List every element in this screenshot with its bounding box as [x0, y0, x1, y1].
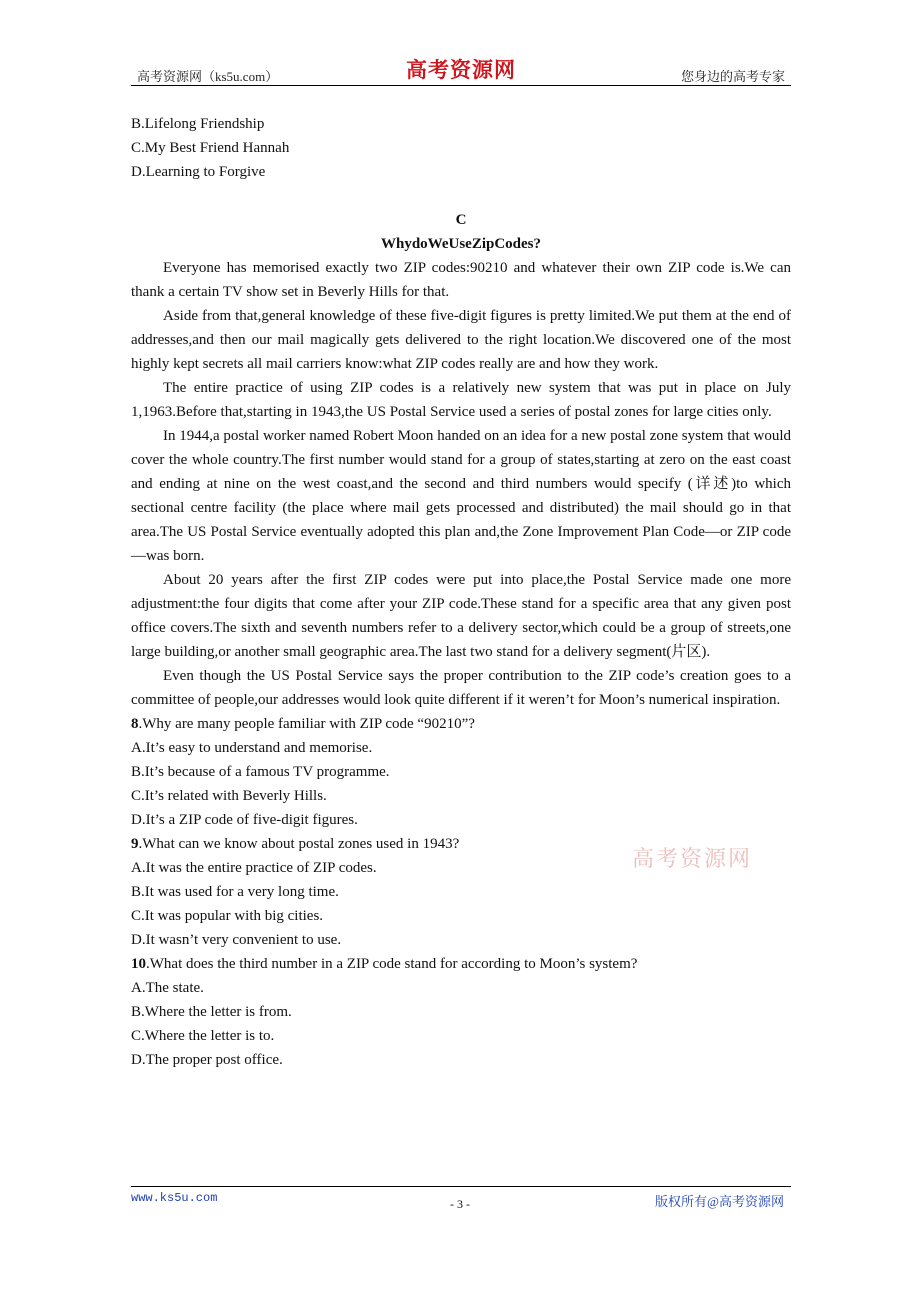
passage-paragraph-1: Everyone has memorised exactly two ZIP codes:90210 and whatever their own ZIP code is.We can thank a certain TV show set in Beverly Hills for that.: [131, 260, 791, 300]
question-9-option-d: D.It wasn’t very convenient to use.: [131, 932, 342, 948]
prev-option-c: C.My Best Friend Hannah: [131, 140, 290, 156]
passage-paragraph-3: The entire practice of using ZIP codes is a relatively new system that was put in place on July 1,1963.Before that,starting in 1943,the US Postal Service used a series of postal zones for large cities only.: [131, 380, 791, 420]
header-slogan: 您身边的高考专家: [680, 69, 785, 84]
question-8-option-a: A.It’s easy to understand and memorise.: [131, 740, 373, 756]
header-logo: 高考资源网: [406, 57, 516, 82]
question-8: [131, 712, 791, 736]
question-8-option-d: D.It’s a ZIP code of five-digit figures.: [131, 812, 358, 828]
question-text: .What does the third number in a ZIP code stand for according to Moon’s system?: [146, 956, 638, 972]
question-10-option-b: B.Where the letter is from.: [131, 1004, 292, 1020]
header-rule: [131, 85, 791, 86]
question-9-option-a: A.It was the entire practice of ZIP codes.: [131, 860, 377, 876]
footer-link[interactable]: www.ks5u.com: [131, 1191, 218, 1205]
passage-paragraph-4: In 1944,a postal worker named Robert Moon handed on an idea for a new postal zone system that would cover the whole country.The first number would stand for a group of states,starting at zero on the east coast and ending at nine on the west coast,and the second and third numbers would specify (详述)to which sectional centre facility (the place where mail gets processed and distributed) the mail should go in that area.The US Postal Service eventually adopted this plan and,the Zone Improvement Plan Code—or ZIP code—was born.: [131, 428, 791, 564]
question-9-option-b: B.It was used for a very long time.: [131, 884, 339, 900]
footer-copyright: 版权所有@高考资源网: [655, 1194, 784, 1209]
question-10-option-c: C.Where the letter is to.: [131, 1028, 275, 1044]
question-number: 9: [131, 836, 139, 852]
prev-option-d: D.Learning to Forgive: [131, 164, 266, 180]
question-10-option-a: A.The state.: [131, 980, 204, 996]
question-number: 8: [131, 716, 139, 732]
question-text: .Why are many people familiar with ZIP code “90210”?: [138, 716, 475, 732]
question-number: 10: [131, 956, 146, 972]
footer-rule: [131, 1186, 791, 1187]
passage-title: WhydoWeUseZipCodes?: [380, 236, 542, 252]
header-site-name: 高考资源网（ks5u.com）: [137, 69, 279, 84]
question-9-option-c: C.It was popular with big cities.: [131, 908, 324, 924]
watermark: 高考资源网: [632, 847, 753, 872]
section-letter: C: [455, 212, 467, 228]
page-number: - 3 -: [450, 1197, 470, 1211]
document-body: [131, 112, 791, 1072]
question-10-option-d: D.The proper post office.: [131, 1052, 283, 1068]
passage-paragraph-6: Even though the US Postal Service says the proper contribution to the ZIP code’s creation goes to a committee of people,our addresses would look quite different if it weren’t for Moon’s numerical inspiration.: [131, 668, 791, 708]
question-10: [131, 952, 791, 976]
page-header: [131, 54, 791, 86]
question-text: .What can we know about postal zones used in 1943?: [138, 836, 460, 852]
passage-paragraph-2: Aside from that,general knowledge of these five-digit figures is pretty limited.We put them at the end of addresses,and then our mail magically gets delivered to the right location.We discovered one of the most highly kept secrets all mail carriers know:what ZIP codes really are and how they work.: [131, 308, 791, 372]
question-8-option-c: C.It’s related with Beverly Hills.: [131, 788, 327, 804]
question-8-option-b: B.It’s because of a famous TV programme.: [131, 764, 390, 780]
prev-option-b: B.Lifelong Friendship: [131, 116, 265, 132]
passage-paragraph-5: About 20 years after the first ZIP codes were put into place,the Postal Service made one more adjustment:the four digits that come after your ZIP code.These stand for a specific area that any given post office covers.The sixth and seventh numbers refer to a delivery sector,which could be a group of streets,one large building,or another small geographic area.The last two stand for a delivery segment(片区).: [131, 572, 791, 660]
